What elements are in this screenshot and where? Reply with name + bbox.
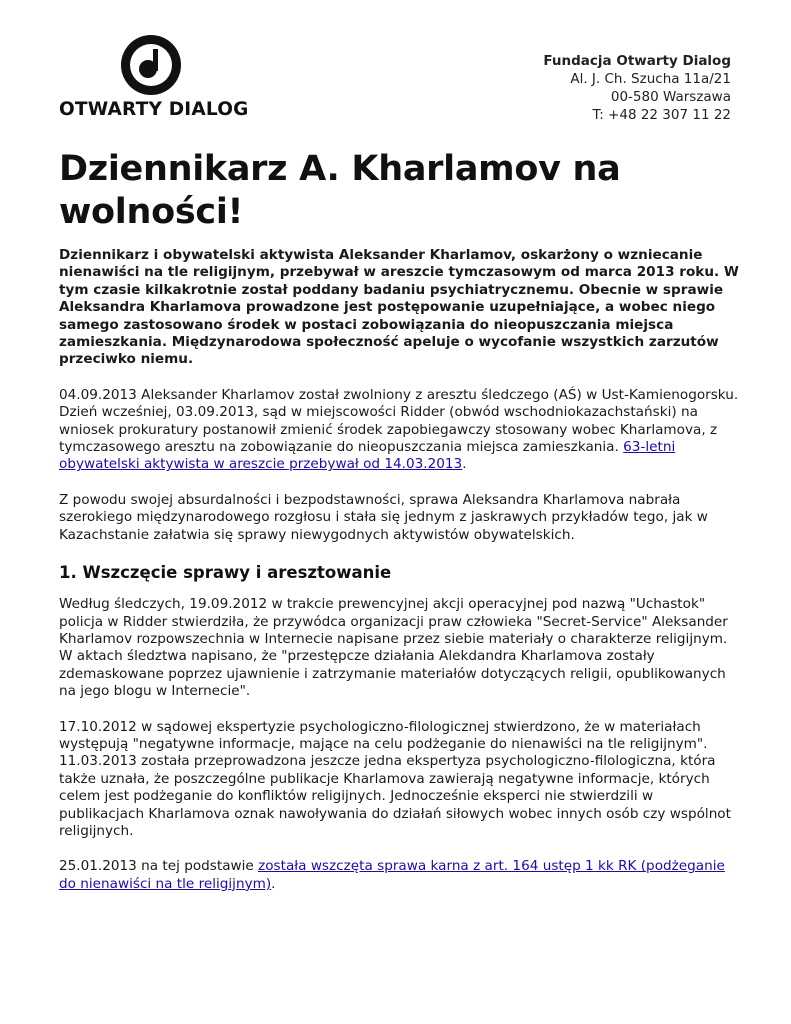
detention-date-link[interactable]: 63-letni obywatelski aktywista w areszcie przebywał od 14.03.2013 (59, 439, 676, 473)
logo-text: OTWARTY DIALOG (59, 99, 249, 120)
paragraph-1-text: 04.09.2013 Aleksander Kharlamov został zwolniony z aresztu śledczego (AŚ) w Ust-Kamienogorsku. Dzień wcześniej, 03.09.2013, sąd w miejscowości Ridder (obwód wschodniokazachstański) na wniosek prokuratury postanowił zmienić środek zapobiegawczy stosowany wobec Kharlamova, z tymczasowego aresztu na zobowiązanie do nieopuszczania miejsca zamieszkania. (59, 386, 739, 456)
paragraph-1-end: . (462, 456, 467, 473)
paragraph-1 (59, 387, 739, 474)
section-1-heading: 1. Wszczęcie sprawy i aresztowanie (59, 563, 392, 583)
paragraph-3: Według śledczych, 19.09.2012 w trakcie prewencyjnej akcji operacyjnej pod nazwą "Uchastok" policja w Ridder stwierdziła, że przywódca organizacji praw człowieka "Secret-Service" Aleksander Kharlamov rozpowszechnia w Internecie napisane przez siebie materiały o charakterze religijnym. W aktach śledztwa napisano, że "przestępcze działania Alekdandra Kharlamova zostały zdemaskowane poprzez ujawnienie i zatrzymanie materiałów dotyczących religii, opublikowanych na jego blogu w Internecie". (59, 596, 728, 700)
organization-name: Fundacja Otwarty Dialog (543, 53, 731, 69)
city-address: 00-580 Warszawa (610, 89, 731, 105)
criminal-case-link[interactable]: została wszczęta sprawa karna z art. 164 ustęp 1 kk RK (podżeganie do nienawiści na tle religijnym) (59, 858, 725, 892)
article-body (59, 247, 739, 911)
paragraph-4: 17.10.2012 w sądowej ekspertyzie psychologiczno-filologicznej stwierdzono, że w materiałach występują "negatywne informacje, mające na celu podżeganie do nienawiści na tle religijnym". 11.03.2013 została przeprowadzona jeszcze jedna ekspertyza psychologiczno-filologiczna, która także uznała, że poszczególne publikacje Kharlamova zawierają negatywne informacje, których celem jest podżeganie do konfliktów religijnych. Jednocześnie eksperci nie stwierdzili w publikacjach Kharlamova oznak nawoływania do działań siłowych wobec innych osób czy wspólnot religijnych. (59, 718, 731, 839)
address-block (543, 52, 731, 124)
lead-paragraph: Dziennikarz i obywatelski aktywista Aleksander Kharlamov, oskarżony o wzniecanie nienawiści na tle religijnym, przebywał w areszcie tymczasowym od marca 2013 roku. W tym czasie kilkakrotnie został poddany badaniu psychiatrycznemu. Obecnie w sprawie Aleksandra Kharlamova prowadzone jest postępowanie uzupełniające, a wobec niego samego zastosowano środek w postaci zobowiązania do nieopuszczania miejsca zamieszkania. Międzynarodowa społeczność apeluje o wycofanie wszystkich zarzutów przeciwko niemu. (59, 247, 739, 368)
paragraph-5-end: . (271, 875, 276, 892)
paragraph-5 (59, 858, 739, 893)
phone-number: T: +48 22 307 11 22 (592, 107, 731, 123)
paragraph-2: Z powodu swojej absurdalności i bezpodstawności, sprawa Aleksandra Kharlamova nabrała szerokiego międzynarodowego rozgłosu i stała się jednym z jaskrawych przykładów tego, jak w Kazachstanie załatwia się sprawy niewygodnych aktywistów obywatelskich. (59, 491, 708, 543)
paragraph-5-text: 25.01.2013 na tej podstawie (59, 858, 259, 875)
street-address: Al. J. Ch. Szucha 11a/21 (570, 71, 731, 87)
page-title: Dziennikarz A. Kharlamov na wolności! (59, 149, 621, 232)
otwarty-dialog-logo-icon (121, 35, 181, 95)
